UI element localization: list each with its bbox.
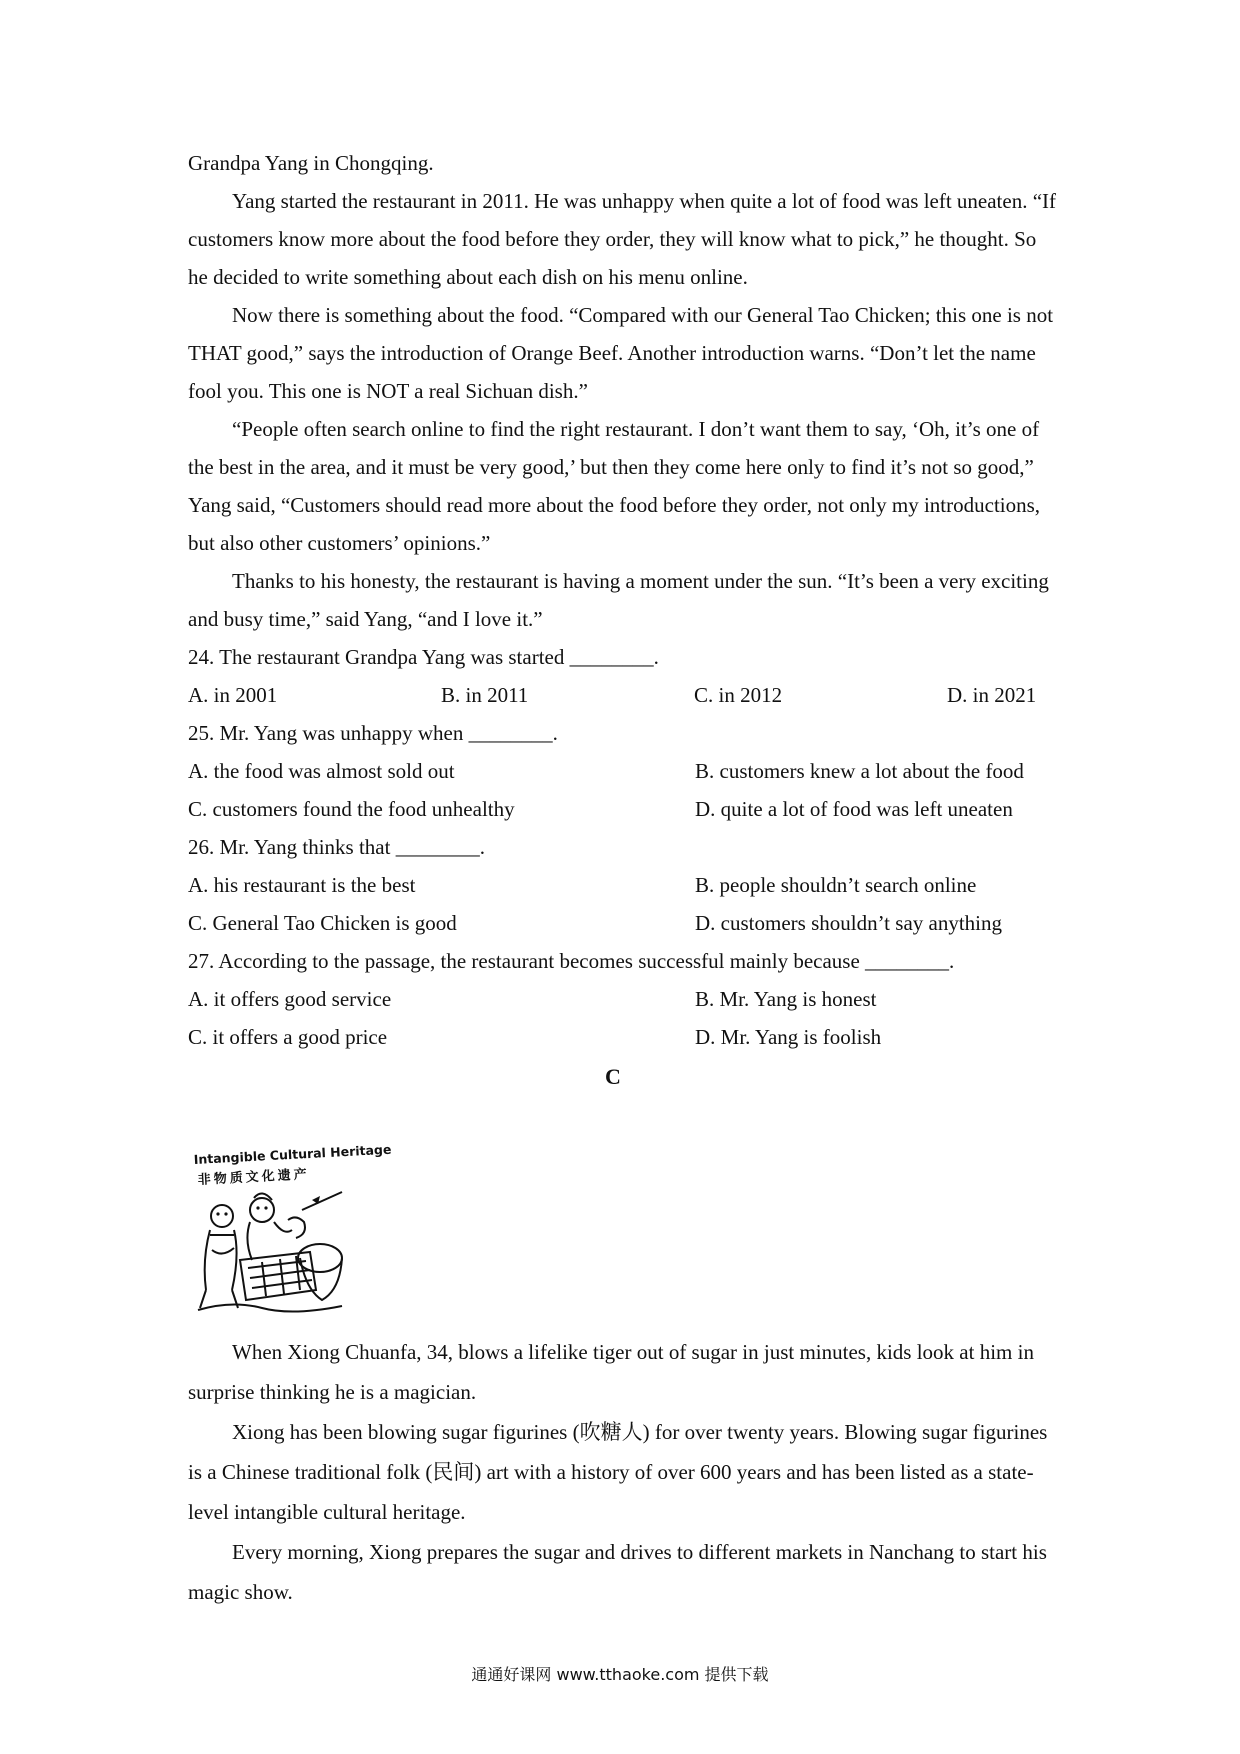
question-27-stem: 27. According to the passage, the restaurant becomes successful mainly because ________. — [188, 949, 955, 973]
question-24-stem: 24. The restaurant Grandpa Yang was started ________. — [188, 645, 659, 669]
option-a: A. it offers good service — [188, 987, 392, 1011]
option-b: B. in 2011 — [441, 683, 529, 707]
option-b: B. customers knew a lot about the food — [695, 759, 1024, 783]
question-25-stem: 25. Mr. Yang was unhappy when ________. — [188, 721, 558, 745]
option-d: D. Mr. Yang is foolish — [695, 1025, 882, 1049]
option-d: D. quite a lot of food was left uneaten — [695, 797, 1013, 821]
passage-c — [188, 1332, 1058, 1612]
intangible-cultural-heritage-logo — [192, 1140, 392, 1316]
passage-paragraph: Xiong has been blowing sugar figurines (吹糖人) for over twenty years. Blowing sugar figurines is a Chinese traditional folk (民间) art with a history of over 600 years and has been listed as a state-level intangible cultural heritage. — [188, 1420, 1048, 1524]
question-27-options-row2 — [188, 1018, 1058, 1056]
option-c: C. customers found the food unhealthy — [188, 797, 515, 821]
option-a: A. in 2001 — [188, 683, 278, 707]
option-b: B. Mr. Yang is honest — [695, 987, 877, 1011]
passage-paragraph: “People often search online to find the right restaurant. I don’t want them to say, ‘Oh, it’s one of the best in the area, and it must be very good,’ but then they come here only to find it’s not so good,” Yang said, “Customers should read more about the food before they order, not only my introductions, but also other customers’ opinions.” — [188, 417, 1041, 555]
option-a: A. the food was almost sold out — [188, 759, 455, 783]
option-c: C. it offers a good price — [188, 1025, 388, 1049]
question-26-options-row1 — [188, 866, 1058, 904]
passage-b — [188, 144, 1058, 1098]
passage-line: Grandpa Yang in Chongqing. — [188, 151, 434, 175]
question-25-options-row2 — [188, 790, 1058, 828]
option-a: A. his restaurant is the best — [188, 873, 416, 897]
passage-paragraph: When Xiong Chuanfa, 34, blows a lifelike tiger out of sugar in just minutes, kids look at him in surprise thinking he is a magician. — [188, 1340, 1034, 1404]
option-c: C. in 2012 — [694, 683, 783, 707]
question-27-options-row1 — [188, 980, 1058, 1018]
option-b: B. people shouldn’t search online — [695, 873, 977, 897]
svg-text:Intangible Cultural Heritage: Intangible Cultural Heritage — [193, 1141, 392, 1167]
passage-paragraph: Every morning, Xiong prepares the sugar and drives to different markets in Nanchang to start his magic show. — [188, 1540, 1047, 1604]
question-24-options — [188, 676, 1058, 714]
passage-paragraph: Yang started the restaurant in 2011. He was unhappy when quite a lot of food was left uneaten. “If customers know more about the food before they order, they will know what to pick,” he thought. So he decided to write something about each dish on his menu online. — [188, 189, 1057, 289]
option-d: D. in 2021 — [947, 683, 1037, 707]
option-d: D. customers shouldn’t say anything — [695, 911, 1003, 935]
passage-paragraph: Now there is something about the food. “Compared with our General Tao Chicken; this one is not THAT good,” says the introduction of Orange Beef. Another introduction warns. “Don’t let the name fool you. This one is NOT a real Sichuan dish.” — [188, 303, 1054, 403]
svg-text:非物质文化遗产: 非物质文化遗产 — [197, 1167, 311, 1188]
question-26-stem: 26. Mr. Yang thinks that ________. — [188, 835, 485, 859]
page-footer: 通通好课网 www.tthaoke.com 提供下载 — [471, 1665, 769, 1684]
question-25-options-row1 — [188, 752, 1058, 790]
passage-paragraph: Thanks to his honesty, the restaurant is having a moment under the sun. “It’s been a very exciting and busy time,” said Yang, “and I love it.” — [188, 569, 1049, 631]
question-26-options-row2 — [188, 904, 1058, 942]
option-c: C. General Tao Chicken is good — [188, 911, 457, 935]
section-c-heading: C — [605, 1064, 621, 1089]
